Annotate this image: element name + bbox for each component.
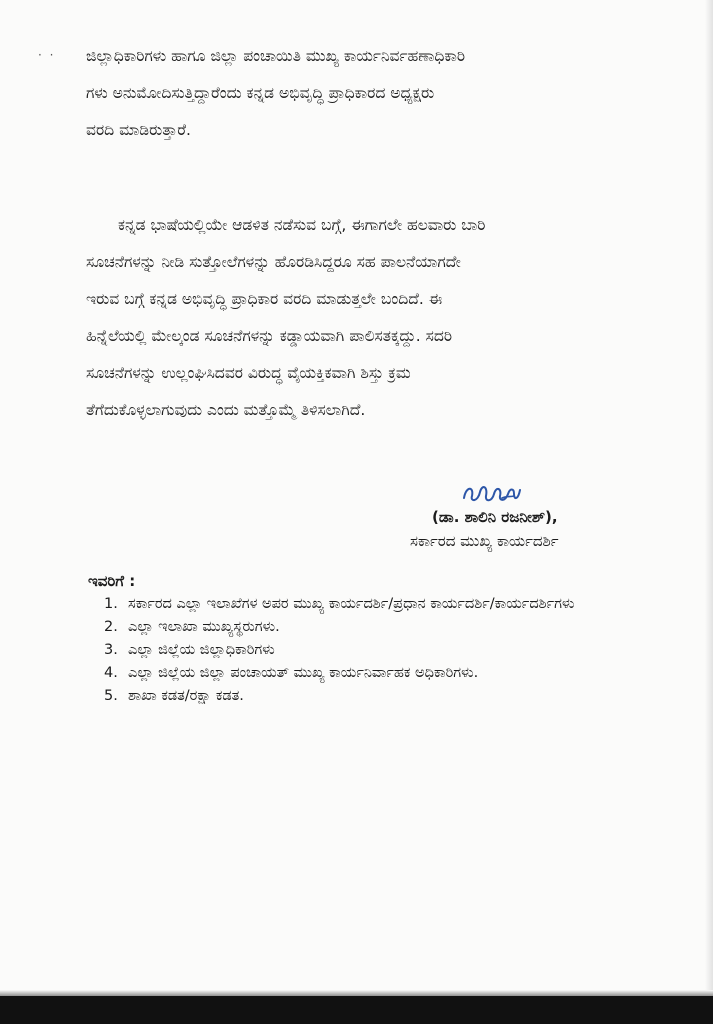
list-item <box>104 617 584 637</box>
list-item-text: ಶಾಖಾ ಕಡತ/ರಕ್ಷಾ ಕಡತ. <box>128 688 244 704</box>
paragraph-1-line: ವರದಿ ಮಾಡಿರುತ್ತಾರೆ. <box>86 121 191 139</box>
signatory-name: (ಡಾ. ಶಾಲಿನಿ ರಜನೀಶ್), <box>432 508 558 526</box>
scan-marks: · · <box>38 48 56 62</box>
paragraph-1-line: ಗಳು ಅನುಮೋದಿಸುತ್ತಿದ್ದಾರೆಂದು ಕನ್ನಡ ಅಭಿವೃದ್ಧಿ ಪ್ರಾಧಿಕಾರದ ಅಧ್ಯಕ್ಷರು <box>86 84 435 102</box>
list-item <box>104 686 584 706</box>
paragraph-2-line: ತೆಗೆದುಕೊಳ್ಳಲಾಗುವುದು ಎಂದು ಮತ್ತೊಮ್ಮೆ ತಿಳಿಸಲಾಗಿದೆ. <box>86 401 366 419</box>
paragraph-2-line: ಹಿನ್ನೆಲೆಯಲ್ಲಿ ಮೇಲ್ಕಂಡ ಸೂಚನೆಗಳನ್ನು ಕಡ್ಡಾಯವಾಗಿ ಪಾಲಿಸತಕ್ಕದ್ದು. ಸದರಿ <box>86 327 453 345</box>
paragraph-2-line: ಸೂಚನೆಗಳನ್ನು ನೀಡಿ ಸುತ್ತೋಲೆಗಳನ್ನು ಹೊರಡಿಸಿದ್ದರೂ ಸಹ ಪಾಲನೆಯಾಗದೇ <box>86 253 461 271</box>
list-item-text: ಸರ್ಕಾರದ ಎಲ್ಲಾ ಇಲಾಖೆಗಳ ಅಪರ ಮುಖ್ಯ ಕಾರ್ಯದರ್ಶಿ/ಪ್ರಧಾನ ಕಾರ್ಯದರ್ಶಿ/ಕಾರ್ಯದರ್ಶಿಗಳು <box>128 596 575 612</box>
paragraph-2-line: ಸೂಚನೆಗಳನ್ನು ಉಲ್ಲಂಘಿಸಿದವರ ವಿರುದ್ಧ ವೈಯಕ್ತಿಕವಾಗಿ ಶಿಸ್ತು ಕ್ರಮ <box>86 364 411 382</box>
signatory-designation: ಸರ್ಕಾರದ ಮುಖ್ಯ ಕಾರ್ಯದರ್ಶಿ <box>410 532 559 550</box>
list-item-number: 3. <box>104 642 118 658</box>
list-item <box>104 640 584 660</box>
paragraph-1 <box>86 38 631 149</box>
list-item-text: ಎಲ್ಲಾ ಇಲಾಖಾ ಮುಖ್ಯಸ್ಥರುಗಳು. <box>128 619 280 635</box>
scan-bottom-edge <box>0 996 713 1024</box>
handwritten-signature <box>458 476 524 510</box>
list-item-text: ಎಲ್ಲಾ ಜಿಲ್ಲೆಯ ಜಿಲ್ಲಾಧಿಕಾರಿಗಳು <box>128 642 275 658</box>
recipients-heading: ಇವರಿಗೆ : <box>88 572 136 590</box>
scan-right-edge <box>705 0 713 1024</box>
paragraph-2-line: ಇರುವ ಬಗ್ಗೆ ಕನ್ನಡ ಅಭಿವೃದ್ಧಿ ಪ್ರಾಧಿಕಾರ ವರದಿ ಮಾಡುತ್ತಲೇ ಬಂದಿದೆ. ಈ <box>86 290 443 308</box>
paragraph-2 <box>86 207 631 429</box>
paragraph-2-line: ಕನ್ನಡ ಭಾಷೆಯಲ್ಲಿಯೇ ಆಡಳಿತ ನಡೆಸುವ ಬಗ್ಗೆ, ಈಗಾಗಲೇ ಹಲವಾರು ಬಾರಿ <box>118 216 486 234</box>
list-item-number: 5. <box>104 688 118 704</box>
list-item-number: 1. <box>104 596 118 612</box>
paragraph-1-line: ಜಿಲ್ಲಾಧಿಕಾರಿಗಳು ಹಾಗೂ ಜಿಲ್ಲಾ ಪಂಚಾಯಿತಿ ಮುಖ್ಯ ಕಾರ್ಯನಿರ್ವಹಣಾಧಿಕಾರಿ <box>86 47 466 65</box>
list-item <box>104 594 584 614</box>
list-item-number: 4. <box>104 665 118 681</box>
recipients-list <box>104 594 584 709</box>
list-item <box>104 663 584 683</box>
list-item-number: 2. <box>104 619 118 635</box>
list-item-text: ಎಲ್ಲಾ ಜಿಲ್ಲೆಯ ಜಿಲ್ಲಾ ಪಂಚಾಯತ್ ಮುಖ್ಯ ಕಾರ್ಯನಿರ್ವಾಹಕ ಅಧಿಕಾರಿಗಳು. <box>128 665 479 681</box>
